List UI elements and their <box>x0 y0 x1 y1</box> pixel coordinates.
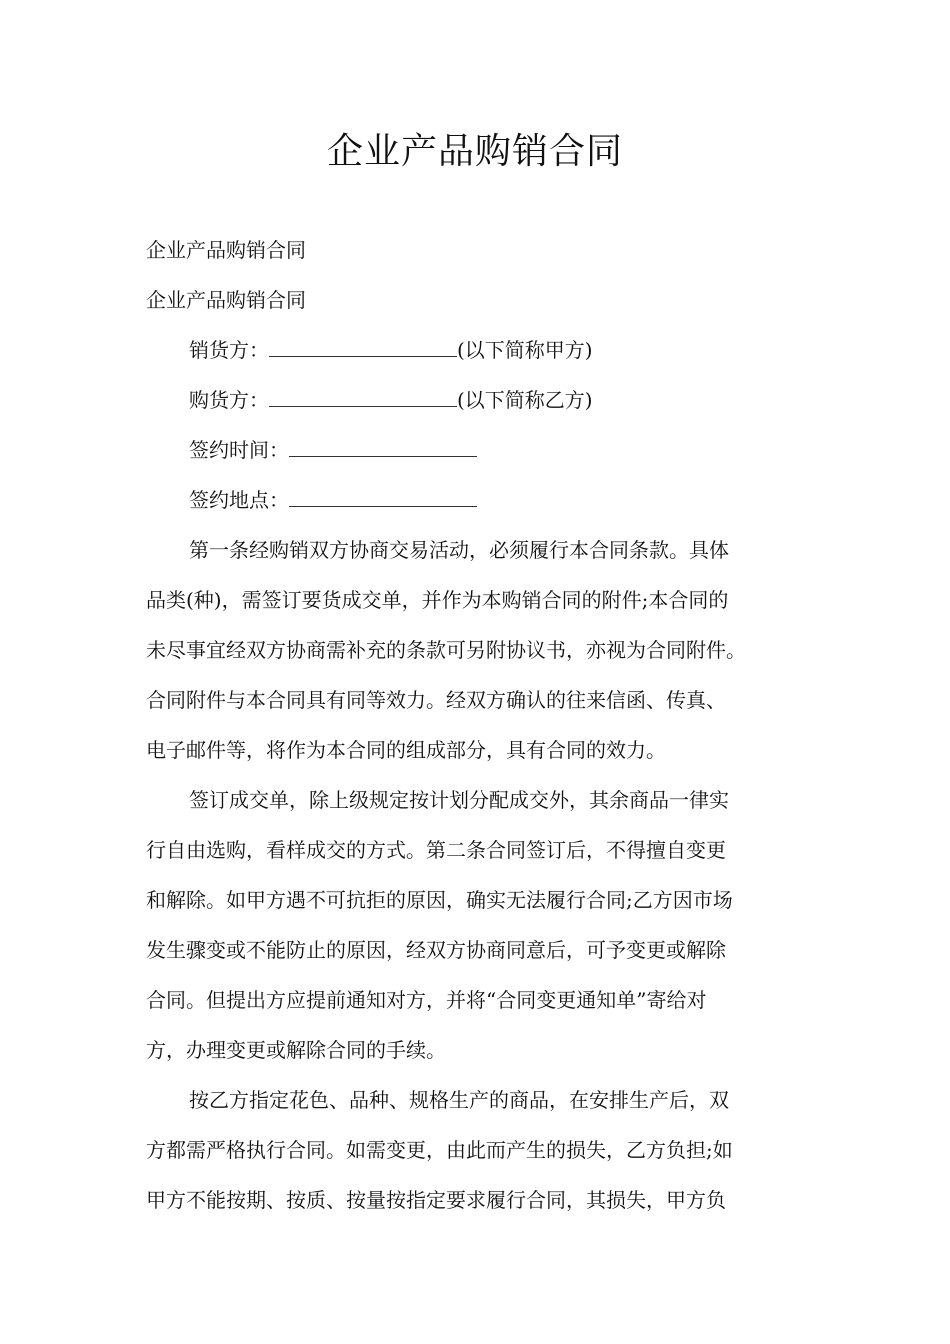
body-line: 行自由选购，看样成交的方式。第二条合同签订后，不得擅自变更 <box>146 838 726 862</box>
buyer-blank <box>269 388 457 407</box>
document-subtitle-1: 企业产品购销合同 <box>146 238 306 262</box>
body-line: 合同附件与本合同具有同等效力。经双方确认的往来信函、传真、 <box>146 688 726 712</box>
body-line: 合同。但提出方应提前通知对方，并将“合同变更通知单”寄给对 <box>146 988 707 1012</box>
sign-place-label: 签约地点： <box>189 488 289 512</box>
seller-blank <box>269 338 457 357</box>
sign-time-field <box>189 436 477 464</box>
body-line: 签订成交单，除上级规定按计划分配成交外，其余商品一律实 <box>189 788 729 812</box>
document-subtitle-2: 企业产品购销合同 <box>146 288 306 312</box>
body-line: 按乙方指定花色、品种、规格生产的商品，在安排生产后，双 <box>189 1088 729 1112</box>
body-line: 甲方不能按期、按质、按量按指定要求履行合同，其损失，甲方负 <box>146 1188 726 1212</box>
buyer-suffix: (以下简称乙方) <box>457 388 593 412</box>
seller-label: 销货方： <box>189 338 269 362</box>
sign-place-blank <box>289 488 477 507</box>
document-title: 企业产品购销合同 <box>326 131 623 172</box>
sign-time-blank <box>289 438 477 457</box>
seller-suffix: (以下简称甲方) <box>457 338 593 362</box>
buyer-field <box>189 386 593 414</box>
body-line: 方，办理变更或解除合同的手续。 <box>146 1038 446 1062</box>
body-line: 未尽事宜经双方协商需补充的条款可另附协议书，亦视为合同附件。 <box>146 638 746 662</box>
body-line: 品类(种)，需签订要货成交单，并作为本购销合同的附件;本合同的 <box>146 588 729 612</box>
sign-place-field <box>189 486 477 514</box>
seller-field <box>189 336 593 364</box>
body-line: 第一条经购销双方协商交易活动，必须履行本合同条款。具体 <box>189 538 729 562</box>
sign-time-label: 签约时间： <box>189 438 289 462</box>
buyer-label: 购货方： <box>189 388 269 412</box>
body-line: 和解除。如甲方遇不可抗拒的原因，确实无法履行合同;乙方因市场 <box>146 888 733 912</box>
body-line: 方都需严格执行合同。如需变更，由此而产生的损失，乙方负担;如 <box>146 1138 733 1162</box>
body-line: 发生骤变或不能防止的原因，经双方协商同意后，可予变更或解除 <box>146 938 726 962</box>
body-line: 电子邮件等，将作为本合同的组成部分，具有合同的效力。 <box>146 738 666 762</box>
